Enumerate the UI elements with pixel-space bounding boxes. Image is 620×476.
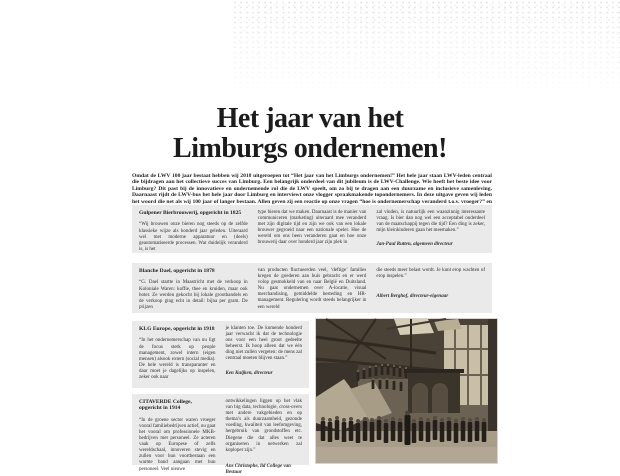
article-column [139,268,248,308]
article-column [376,210,485,248]
historic-factory-group-photo [316,319,497,463]
article-block-gulpener [132,205,492,253]
article-column [258,268,367,308]
article-title: Gulpener Bierbrouwerij, opgericht in 1825 [139,210,242,216]
article-text: “G. Dael startte in Maastricht met de verkoop in Koloniale Waren: koffie, thee en kruiden, maar ook boter. Ze werden gekocht bij lokale groothandels en de verkoop ging echt in detail: bijna per gram. De prijzen [139,280,248,310]
article-column [139,210,248,252]
article-text: “Wij brouwen onze bieren nog steeds op de zelfde klassieke wijze als honderd jaar geleden. Uiteraard wel met moderne apparatuur en (deels) geautomatiseerde processen. Wat duidelijk veranderd is, is het [139,222,248,252]
article-signature: Ken Kuijken, directeur [225,370,273,376]
article-block-blanche-dael [132,263,492,313]
article-title: CITAVERDE College, opgericht in 1914 [139,399,192,412]
article-column [258,210,367,248]
article-title: Blanche Dael, opgericht in 1878 [139,268,215,274]
article-column [226,326,303,383]
headline-line2: Limburgs ondernemen! [173,133,447,164]
article-text: type bieren dat we maken. Daarnaast is de manier van communiceren (marketing) uiteraard mee veranderd met zijn digitale tijd en zijn we ook van een lokale brouwer gegroeid naar een nationale speler. Hoe de wereld om ons heen veranderen gaat en hoe onze brouwerij daar over honderd jaar zijn plek in [257,210,367,246]
article-column [225,399,303,475]
article-text: die steeds meer belast wordt. Je kunt erop wachten of erop inspelen.” [376,268,486,280]
article-block-citaverde [132,394,309,475]
paper-noise-texture [232,0,620,96]
article-column [139,399,216,472]
article-block-klg-europe [132,321,309,388]
article-column [139,326,216,383]
article-text: “In het ondernemerschap van nu ligt de focus sterk op people management, zowel intern (eigen mensen) alsook extern (social media). De hele wereld is transparanter en daar moet je dagelijks op inspelen, zeker ook naar [139,338,216,380]
article-title: KLG Europe, opgericht in 1918 [139,326,215,332]
article-text: ontwikkelingen liggen op het vlak van big data, technologie, cross-overs met andere vakgebieden en op thema’s als duurzaamheid, gezonde voeding, kwaliteit van leefomgeving, hergebruik van grondstoffen etc. Diegene die dat alles weet te organiseren in netwerken zal koploper zijn.” [225,399,302,453]
page-title [0,104,620,164]
article-signature: Ans Christophe, lid College van Bestuur [225,463,291,475]
factory-photo-illustration [316,319,497,463]
article-signature: Albert Berghof, directeur-eigenaar [376,294,449,300]
article-text: “In de groene sector waren vroeger vooral familiebedrijven actief, nu gaat het vooral om professionele MKB-bedrijven met personeel. Ze acteren vaak op Europese of zelfs wereldschaal, innoveren stevig en zullen voor hun voortbestaan een warme band aangaan met hun personeel. Veel nieuwe [139,417,216,472]
intro-paragraph: Omdat de LWV 100 jaar bestaat hebben wij 2018 uitgeroepen tot “Het jaar van het Limburgs ondernemen!” Het hele jaar staan LWV-leden centraal die bijdragen aan het collectieve succes van Limburg. Een belangrijk onderdeel van dit jubileum is de LWV-Challenge. Wie heeft het beste idee voor Limburg? Dit past bij de innovatieve en ondernemende rol die de LWV speelt, om zo bij te dragen aan een duurzame en inclusieve samenleving. Daarnaast rijdt de LWV-bus het hele jaar door Limburg en interviewt onze vlogger spraakmakende topondernemers. In deze uitgave geven wij leden het woord die net als wij 100 jaar of langer bestaan. Allen geven zij een reactie op onze vragen “hoe is ondernemerschap veranderd t.o.v. vroeger?” en [132,172,492,205]
article-column [376,268,485,308]
article-signature: Jan-Paul Rutten, algemeen directeur [376,242,453,248]
article-text: zal vinden, is natuurlijk een waanzinnig interessante vraag. Is bier dan nog wel een acceptabel onderdeel van de maatschappij tegen die tijd? Een ding is zeker, mijn kleinkinderen gaan het meemaken.” [376,210,486,234]
article-text: je klanten toe. De komende honderd jaar verwacht ik dat de technologie ons voor een heel groot gedeelte beheerst. Ik hoop alleen dat we één ding niet zullen vergeten: de mens zal centraal moeten blijven staan.” [225,326,302,362]
headline-line1: Het jaar van het [216,103,404,134]
article-text: van producten fluctueerden veel, ‘deftige’ families kregen de goederen aan huis gebracht en er werd volop gesmokkeld van en naar België en Duitsland. Nu gaat ondernemen over A-locatie, visual merchandising, gemiddelde besteding en HR-management. Regulering wordt steeds belangrijker in een wereld [257,268,367,310]
